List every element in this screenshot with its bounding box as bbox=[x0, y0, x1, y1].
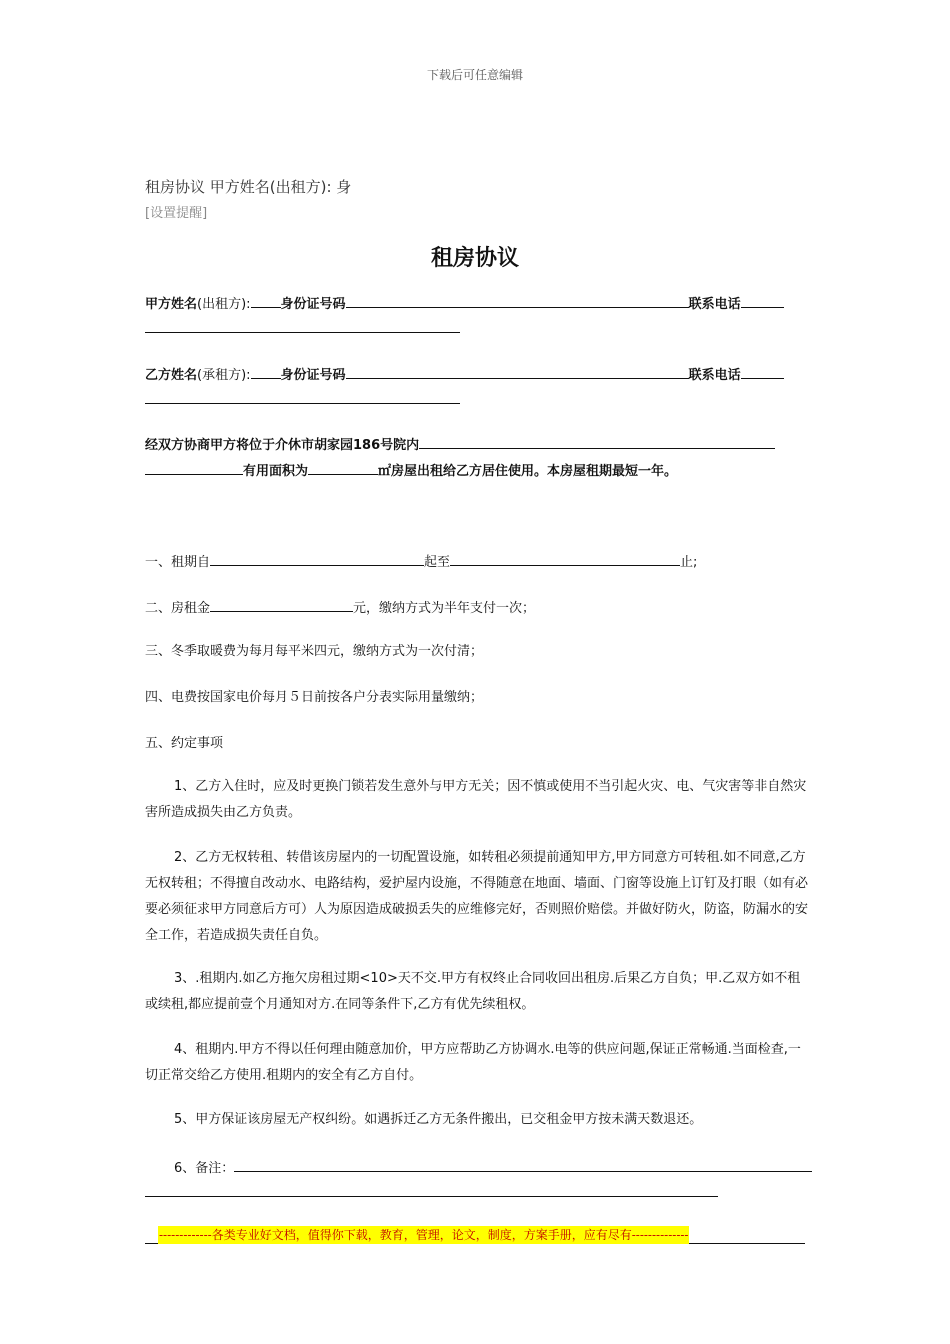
clause-2 bbox=[145, 597, 535, 618]
party-a-phone-blank[interactable] bbox=[741, 293, 784, 308]
location-blank[interactable] bbox=[419, 434, 775, 449]
clause-4: 四、电费按国家电价每月５日前按各户分表实际用量缴纳； bbox=[145, 690, 484, 705]
footer-banner: -------------各类专业好文档，值得你下载，教育，管理，论文，制度，方案手册，应有尽有-------------- bbox=[159, 1228, 689, 1242]
item-5: 5、甲方保证该房屋无产权纠纷。如遇拆迁乙方无条件搬出，已交租金甲方按未满天数退还。 bbox=[174, 1112, 703, 1127]
party-b-phone-label: 联系电话 bbox=[688, 368, 741, 383]
party-b-phone-continuation-line[interactable] bbox=[145, 403, 460, 404]
party-a-line bbox=[145, 293, 784, 314]
lease-start-blank[interactable] bbox=[210, 551, 424, 566]
party-a-id-label: 身份证号码 bbox=[280, 297, 346, 312]
clause-3: 三、冬季取暖费为每月每平米四元，缴纳方式为一次付清； bbox=[145, 644, 484, 659]
party-b-id-blank[interactable] bbox=[346, 364, 689, 379]
location-continuation-blank[interactable] bbox=[145, 460, 243, 475]
party-b-name-blank[interactable] bbox=[251, 364, 281, 379]
remarks-continuation-line[interactable] bbox=[145, 1196, 718, 1197]
remarks-blank[interactable] bbox=[234, 1157, 812, 1172]
party-b-phone-blank[interactable] bbox=[741, 364, 784, 379]
clause-5: 五、约定事项 bbox=[145, 736, 224, 751]
area-blank[interactable] bbox=[308, 460, 378, 475]
set-reminder-link[interactable]: [设置提醒] bbox=[145, 206, 208, 221]
agreement-line-1 bbox=[145, 434, 775, 455]
agreement-line-2 bbox=[145, 460, 677, 481]
item-4: 4、租期内.甲方不得以任何理由随意加价，甲方应帮助乙方协调水.电等的供应问题,保证正常畅通.当面检查,一切正常交给乙方使用.租期内的安全有乙方自付。 bbox=[145, 1042, 801, 1083]
party-a-label: 甲方姓名 bbox=[145, 297, 198, 312]
rent-blank[interactable] bbox=[210, 597, 353, 612]
clause-1-mid: 起至 bbox=[424, 555, 451, 570]
party-a-phone-continuation-line[interactable] bbox=[145, 332, 460, 333]
party-b-id-label: 身份证号码 bbox=[280, 368, 346, 383]
party-a-phone-label: 联系电话 bbox=[688, 297, 741, 312]
remarks-label: 6、备注： bbox=[174, 1161, 235, 1176]
agreement-location: 经双方协商甲方将位于介休市胡家园186号院内 bbox=[145, 438, 420, 453]
party-b-role: (承租方): bbox=[197, 368, 251, 383]
agreement-rest: ㎡房屋出租给乙方居住使用。本房屋租期最短一年。 bbox=[378, 464, 678, 479]
party-a-name-blank[interactable] bbox=[251, 293, 281, 308]
party-b-line bbox=[145, 364, 784, 385]
item-1: 1、乙方入住时，应及时更换门锁若发生意外与甲方无关；因不慎或使用不当引起火灾、电、气灾害等非自然灾害所造成损失由乙方负责。 bbox=[145, 779, 807, 820]
area-label: 有用面积为 bbox=[243, 464, 309, 479]
party-a-id-blank[interactable] bbox=[346, 293, 689, 308]
party-b-label: 乙方姓名 bbox=[145, 368, 198, 383]
clause-2-end: 元，缴纳方式为半年支付一次； bbox=[353, 601, 536, 616]
header-note: 下载后可任意编辑 bbox=[426, 68, 523, 82]
clause-1 bbox=[145, 551, 697, 572]
party-a-role: (出租方): bbox=[197, 297, 251, 312]
item-2: 2、乙方无权转租、转借该房屋内的一切配置设施，如转租必须提前通知甲方,甲方同意方可转租.如不同意,乙方无权转租；不得擅自改动水、电路结构，爱护屋内设施，不得随意在地面、墙面、门窗等设施上订钉及打眼（如有必要必须征求甲方同意后方可）人为原因造成破损丢失的应维修完好，否则照价赔偿。并做好防火，防盗，防漏水的安全工作，若造成损失责任自负。 bbox=[145, 850, 809, 943]
clause-1-end: 止; bbox=[680, 555, 698, 570]
lease-end-blank[interactable] bbox=[450, 551, 680, 566]
item-3: 3、.租期内.如乙方拖欠房租过期<10>天不交.甲方有权终止合同收回出租房.后果乙方自负；甲.乙双方如不租或续租,都应提前壹个月通知对方.在同等条件下,乙方有优先续租权。 bbox=[145, 971, 801, 1012]
clause-2-start: 二、房租金 bbox=[145, 601, 211, 616]
clause-1-start: 一、租期自 bbox=[145, 555, 211, 570]
item-6 bbox=[174, 1157, 812, 1178]
page-title: 租房协议 bbox=[430, 246, 519, 271]
summary-text: 租房协议 甲方姓名(出租方): 身 bbox=[145, 178, 352, 196]
